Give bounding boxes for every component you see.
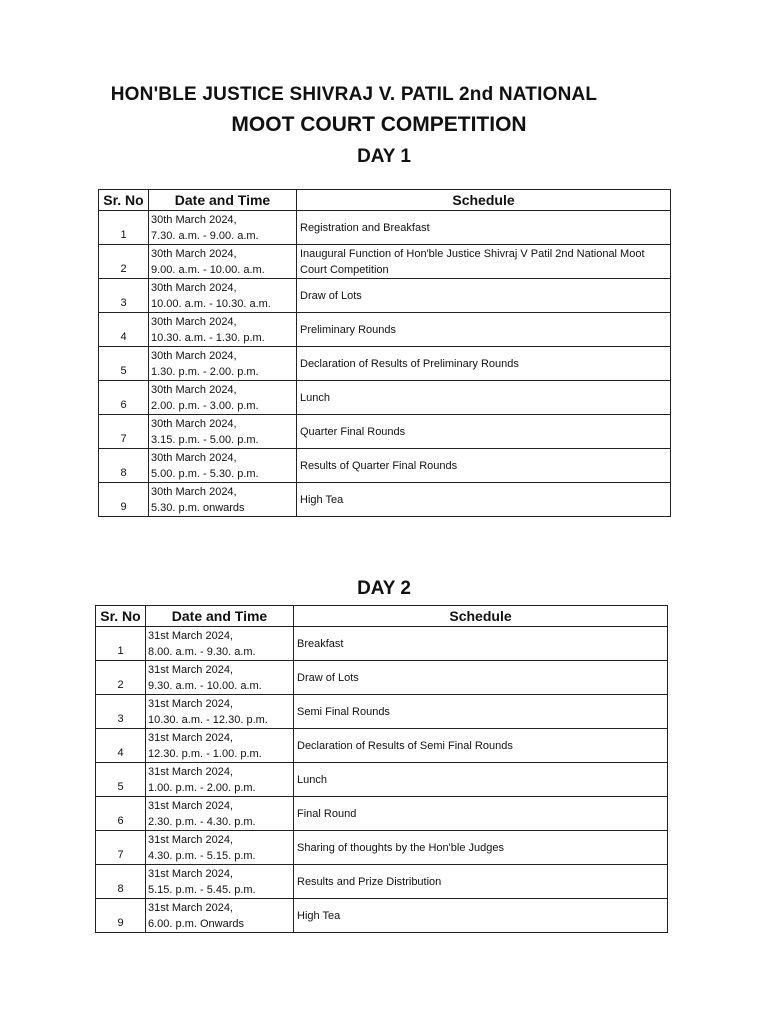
schedule-cell: Lunch xyxy=(297,381,671,415)
date-time-cell xyxy=(146,899,294,933)
time-text: 8.00. a.m. - 9.30. a.m. xyxy=(148,645,256,658)
date-time-cell xyxy=(149,279,297,313)
sr-no-cell: 7 xyxy=(96,831,146,865)
col-header-sr-no: Sr. No xyxy=(96,606,146,627)
table-row xyxy=(96,661,668,695)
sr-no-cell: 2 xyxy=(99,245,149,279)
document-title-line2: MOOT COURT COMPETITION xyxy=(231,113,527,136)
sr-no-cell: 3 xyxy=(96,695,146,729)
date-text: 31st March 2024, xyxy=(148,833,233,846)
sr-no-cell: 9 xyxy=(99,483,149,517)
date-text: 31st March 2024, xyxy=(148,629,233,642)
schedule-cell: Results and Prize Distribution xyxy=(294,865,668,899)
date-time-cell xyxy=(149,347,297,381)
table-row xyxy=(99,415,671,449)
date-text: 30th March 2024, xyxy=(151,213,237,226)
date-time-cell xyxy=(146,661,294,695)
date-time-cell xyxy=(146,865,294,899)
document-title-line1: HON'BLE JUSTICE SHIVRAJ V. PATIL 2nd NATIONAL xyxy=(110,84,598,105)
sr-no-cell: 9 xyxy=(96,899,146,933)
col-header-sr-no: Sr. No xyxy=(99,190,149,211)
time-text: 3.15. p.m. - 5.00. p.m. xyxy=(151,433,259,446)
time-text: 9.30. a.m. - 10.00. a.m. xyxy=(148,679,262,692)
schedule-cell: Registration and Breakfast xyxy=(297,211,671,245)
date-text: 31st March 2024, xyxy=(148,901,233,914)
table-header-row xyxy=(99,190,671,211)
table-row xyxy=(99,449,671,483)
table-row xyxy=(96,831,668,865)
time-text: 5.30. p.m. onwards xyxy=(151,501,245,514)
sr-no-cell: 6 xyxy=(96,797,146,831)
schedule-cell: High Tea xyxy=(294,899,668,933)
schedule-cell: Declaration of Results of Preliminary Rounds xyxy=(297,347,671,381)
sr-no-cell: 8 xyxy=(96,865,146,899)
sr-no-cell: 1 xyxy=(99,211,149,245)
table-row xyxy=(96,899,668,933)
date-time-cell xyxy=(146,797,294,831)
date-text: 30th March 2024, xyxy=(151,485,237,498)
schedule-cell: Semi Final Rounds xyxy=(294,695,668,729)
table-row xyxy=(96,865,668,899)
time-text: 2.30. p.m. - 4.30. p.m. xyxy=(148,815,256,828)
time-text: 1.00. p.m. - 2.00. p.m. xyxy=(148,781,256,794)
schedule-cell: Results of Quarter Final Rounds xyxy=(297,449,671,483)
time-text: 7.30. a.m. - 9.00. a.m. xyxy=(151,229,259,242)
sr-no-cell: 2 xyxy=(96,661,146,695)
table-row xyxy=(99,483,671,517)
sr-no-cell: 8 xyxy=(99,449,149,483)
table-row xyxy=(96,627,668,661)
date-text: 30th March 2024, xyxy=(151,451,237,464)
table-row xyxy=(99,381,671,415)
schedule-cell: Sharing of thoughts by the Hon'ble Judges xyxy=(294,831,668,865)
sr-no-cell: 4 xyxy=(99,313,149,347)
table-row xyxy=(96,763,668,797)
schedule-cell: Lunch xyxy=(294,763,668,797)
day2-heading: DAY 2 xyxy=(357,578,411,599)
date-text: 31st March 2024, xyxy=(148,765,233,778)
col-header-schedule: Schedule xyxy=(297,190,671,211)
time-text: 10.30. a.m. - 12.30. p.m. xyxy=(148,713,268,726)
date-text: 30th March 2024, xyxy=(151,349,237,362)
date-text: 30th March 2024, xyxy=(151,281,237,294)
time-text: 9.00. a.m. - 10.00. a.m. xyxy=(151,263,265,276)
sr-no-cell: 7 xyxy=(99,415,149,449)
day2-table-body xyxy=(96,627,668,933)
time-text: 10.00. a.m. - 10.30. a.m. xyxy=(151,297,271,310)
col-header-date-time: Date and Time xyxy=(146,606,294,627)
table-row xyxy=(99,245,671,279)
col-header-schedule: Schedule xyxy=(294,606,668,627)
table-row xyxy=(99,211,671,245)
date-time-cell xyxy=(149,415,297,449)
time-text: 4.30. p.m. - 5.15. p.m. xyxy=(148,849,256,862)
sr-no-cell: 4 xyxy=(96,729,146,763)
time-text: 1.30. p.m. - 2.00. p.m. xyxy=(151,365,259,378)
schedule-cell: Quarter Final Rounds xyxy=(297,415,671,449)
table-row xyxy=(99,313,671,347)
schedule-cell: Draw of Lots xyxy=(297,279,671,313)
date-time-cell xyxy=(146,763,294,797)
sr-no-cell: 6 xyxy=(99,381,149,415)
schedule-cell: Preliminary Rounds xyxy=(297,313,671,347)
time-text: 6.00. p.m. Onwards xyxy=(148,917,244,930)
date-time-cell xyxy=(149,211,297,245)
date-time-cell xyxy=(149,483,297,517)
time-text: 5.00. p.m. - 5.30. p.m. xyxy=(151,467,259,480)
date-text: 30th March 2024, xyxy=(151,247,237,260)
time-text: 12.30. p.m. - 1.00. p.m. xyxy=(148,747,262,760)
table-row xyxy=(99,347,671,381)
sr-no-cell: 5 xyxy=(96,763,146,797)
schedule-cell: Inaugural Function of Hon'ble Justice Shivraj V Patil 2nd National Moot Court Competition xyxy=(297,245,671,279)
schedule-cell: Declaration of Results of Semi Final Rounds xyxy=(294,729,668,763)
date-text: 31st March 2024, xyxy=(148,731,233,744)
schedule-cell: Breakfast xyxy=(294,627,668,661)
date-time-cell xyxy=(146,831,294,865)
day1-schedule-table xyxy=(98,189,671,517)
time-text: 10.30. a.m. - 1.30. p.m. xyxy=(151,331,265,344)
table-row xyxy=(96,729,668,763)
date-time-cell xyxy=(149,245,297,279)
date-text: 31st March 2024, xyxy=(148,799,233,812)
schedule-cell: High Tea xyxy=(297,483,671,517)
date-time-cell xyxy=(146,695,294,729)
date-time-cell xyxy=(149,313,297,347)
time-text: 2.00. p.m. - 3.00. p.m. xyxy=(151,399,259,412)
date-time-cell xyxy=(146,627,294,661)
sr-no-cell: 1 xyxy=(96,627,146,661)
day2-schedule-table xyxy=(95,605,668,933)
date-text: 31st March 2024, xyxy=(148,697,233,710)
schedule-cell: Draw of Lots xyxy=(294,661,668,695)
table-row xyxy=(96,797,668,831)
day1-heading: DAY 1 xyxy=(357,146,411,167)
sr-no-cell: 5 xyxy=(99,347,149,381)
date-text: 30th March 2024, xyxy=(151,315,237,328)
date-text: 31st March 2024, xyxy=(148,663,233,676)
date-text: 31st March 2024, xyxy=(148,867,233,880)
date-text: 30th March 2024, xyxy=(151,417,237,430)
date-time-cell xyxy=(149,449,297,483)
day1-table-body xyxy=(99,211,671,517)
table-row xyxy=(96,695,668,729)
date-time-cell xyxy=(146,729,294,763)
table-header-row xyxy=(96,606,668,627)
sr-no-cell: 3 xyxy=(99,279,149,313)
date-text: 30th March 2024, xyxy=(151,383,237,396)
time-text: 5.15. p.m. - 5.45. p.m. xyxy=(148,883,256,896)
table-row xyxy=(99,279,671,313)
date-time-cell xyxy=(149,381,297,415)
schedule-cell: Final Round xyxy=(294,797,668,831)
col-header-date-time: Date and Time xyxy=(149,190,297,211)
